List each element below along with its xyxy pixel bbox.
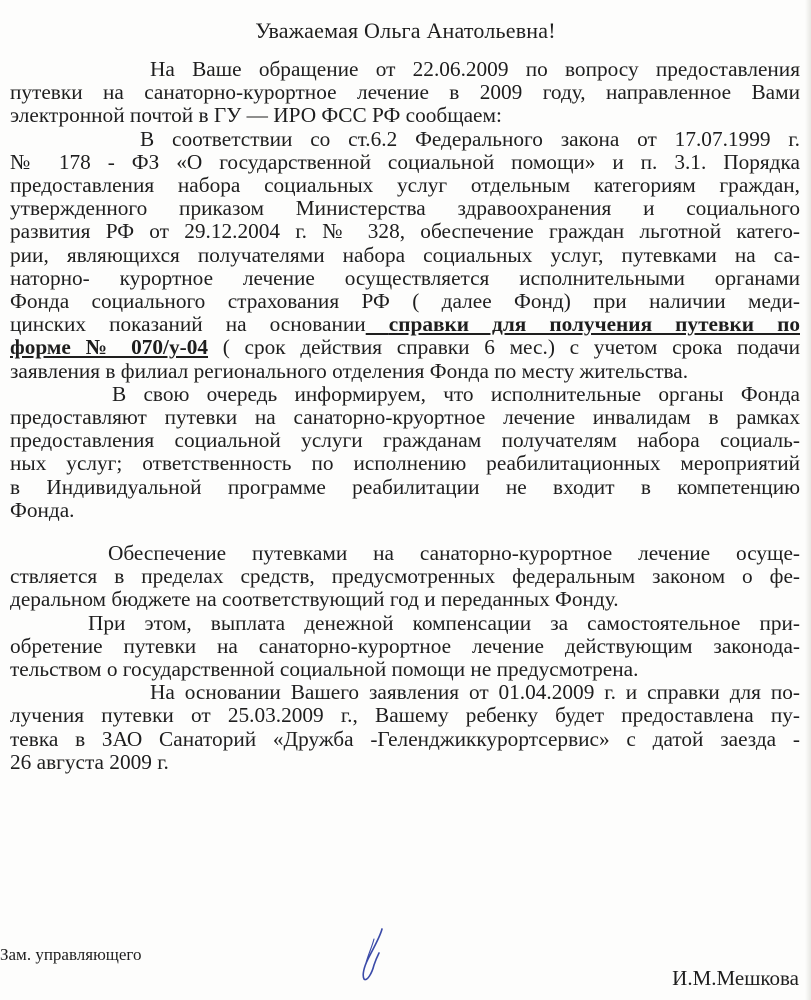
text-line: ствляется в пределах средств, предусмотренных федеральным законом о фе- bbox=[10, 564, 800, 589]
text-line: В свою очередь информируем, что исполнительные органы Фонда bbox=[112, 381, 800, 406]
text-line: заявления в филиал регионального отделения Фонда по месту жительства. bbox=[10, 358, 689, 383]
text-line: предоставляют путевки на санаторно-круортное лечение инвалидам в рамках bbox=[10, 405, 800, 430]
text-line: обретение путевки на санаторно-курортное лечение действующим законода- bbox=[10, 633, 800, 658]
text-line: наторно- курортное лечение осуществляется исполнительными органами bbox=[10, 265, 800, 290]
text-line: путевки на санаторно-курортное лечение в 2009 году, направленное Вами bbox=[10, 80, 800, 105]
text-line: Фонда социального страхования РФ ( далее Фонд) при наличии меди- bbox=[10, 289, 800, 314]
letter-body bbox=[10, 58, 800, 774]
text-line: деральном бюджете на соответствующий год и переданных Фонду. bbox=[10, 587, 619, 612]
text-segment: ( срок действия справки 6 мес.) с учетом срока подачи bbox=[222, 335, 800, 360]
text-line: На основании Вашего заявления от 01.04.2009 г. и справки для по- bbox=[150, 680, 800, 705]
signature-role: Зам. управляющего bbox=[0, 945, 142, 964]
text-line: тевка в ЗАО Санаторий «Дружба -Геленджиккурортсервис» с датой заезда - bbox=[10, 726, 800, 751]
text-line: лучения путевки от 25.03.2009 г., Вашему ребенку будет предоставлена пу- bbox=[10, 703, 800, 728]
text-line: Фонда. bbox=[10, 497, 75, 522]
scan-edge bbox=[805, 0, 811, 1000]
text-line: развития РФ от 29.12.2004 г. № 328, обеспечение граждан льготной катего- bbox=[10, 219, 800, 244]
text-line: электронной почтой в ГУ — ИРО ФСС РФ сообщаем: bbox=[10, 103, 502, 128]
handwritten-signature-icon bbox=[352, 925, 402, 985]
text-line: утвержденного приказом Министерства здравоохранения и социального bbox=[10, 196, 800, 221]
emphasis-segment: форме № 070/у-04 bbox=[10, 335, 208, 360]
text-line-mixed bbox=[10, 313, 800, 336]
text-line: На Ваше обращение от 22.06.2009 по вопросу предоставления bbox=[150, 57, 800, 81]
text-line: Обеспечение путевками на санаторно-курортное лечение осуще- bbox=[108, 541, 800, 566]
text-line: 26 августа 2009 г. bbox=[10, 749, 169, 774]
text-line: № 178 - ФЗ «О государственной социальной помощи» и п. 3.1. Порядка bbox=[10, 149, 800, 174]
text-line: в Индивидуальной программе реабилитации не входит в компетенцию bbox=[10, 474, 800, 499]
text-line: В соответствии со ст.6.2 Федерального закона от 17.07.1999 г. bbox=[140, 126, 800, 151]
text-line: ных услуг; ответственность по исполнению реабилитационных мероприятий bbox=[10, 451, 800, 476]
emphasis-segment: справки для получения путевки по bbox=[388, 312, 800, 337]
signature-name: И.М.Мешкова bbox=[672, 966, 799, 990]
text-line: рии, являющихся получателями набора социальных услуг, путевками на са- bbox=[10, 242, 800, 267]
text-line: При этом, выплата денежной компенсации за самостоятельное при- bbox=[88, 610, 800, 635]
text-segment: цинских показаний на основании bbox=[10, 312, 366, 337]
text-line-mixed bbox=[10, 336, 800, 359]
text-line: предоставления набора социальных услуг отдельным категориям граждан, bbox=[10, 173, 800, 198]
greeting: Уважаемая Ольга Анатольевна! bbox=[255, 18, 556, 43]
text-line: предоставления социальной услуги гражданам получателям набора социаль- bbox=[10, 428, 800, 453]
text-line: тельством о государственной социальной помощи не предусмотрена. bbox=[10, 657, 639, 682]
